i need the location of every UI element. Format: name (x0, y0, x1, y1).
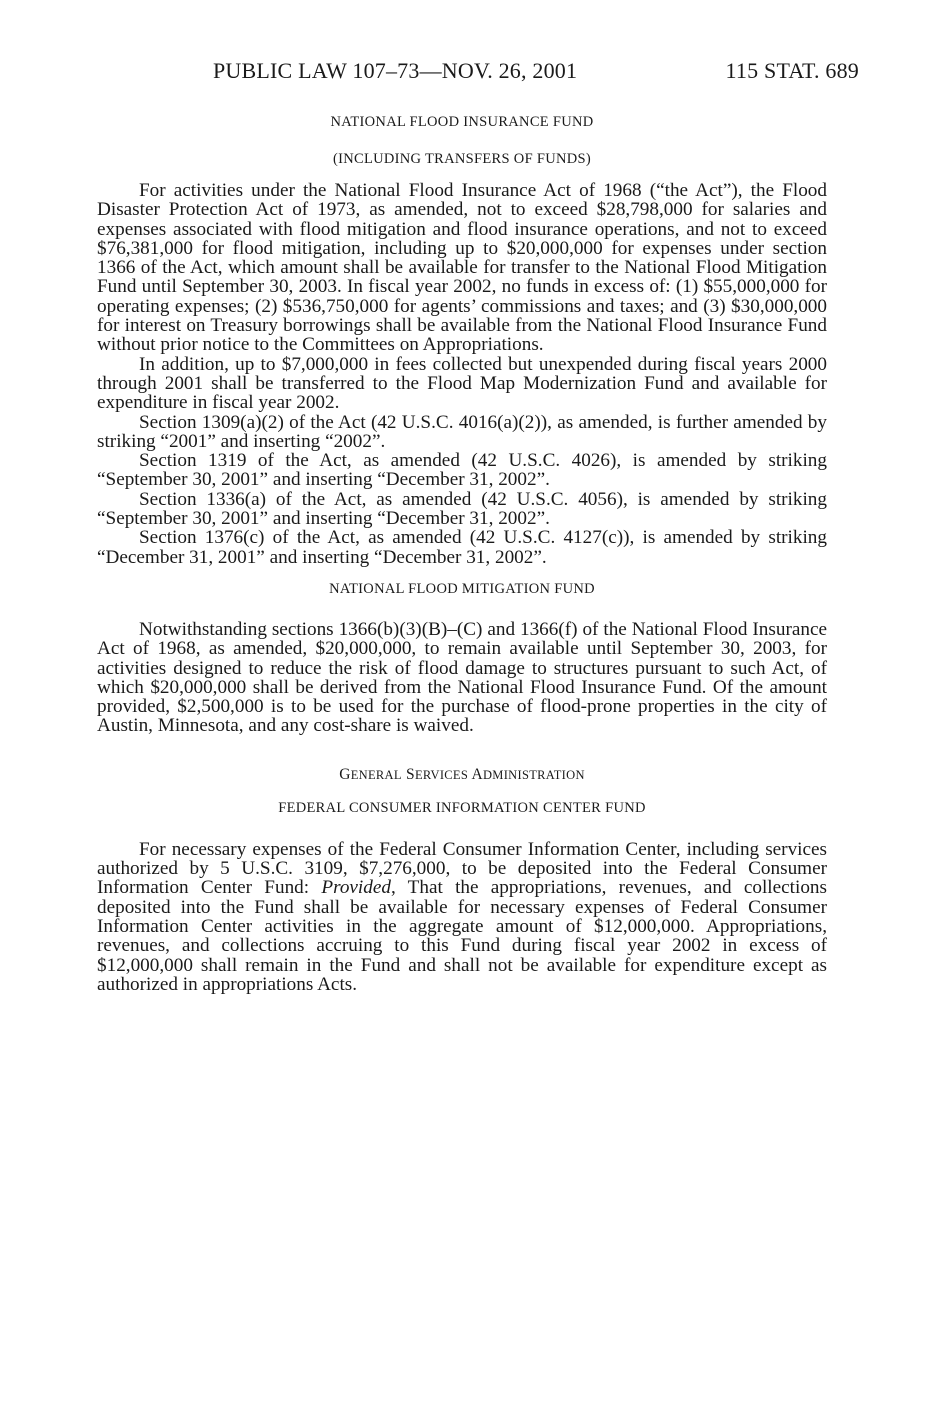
fcic-paragraph: For necessary expenses of the Federal Consumer Information Center, including services authorized by 5 U.S.C. 3109, $7,276,000, to be deposited into the Federal Consumer Information Center Fund: Provided, That the appropriations, revenues, and collections deposited into the Fund shall be available for necessary expenses of Federal Consumer Information Center activities in the aggregate amount of $12,000,000. Appropriations, revenues, and collections accruing to this Fund during fiscal year 2002 in excess of $12,000,000 shall remain in the Fund and shall not be available for expenditure except as authorized in appropriations Acts. (97, 838, 827, 995)
document-page (97, 58, 859, 995)
nfif-paragraph-section-1309: Section 1309(a)(2) of the Act (42 U.S.C. 4016(a)(2)), as amended, is further amended by striking “2001” and inserting “2002”. (97, 411, 827, 452)
nfif-paragraph-section-1319: Section 1319 of the Act, as amended (42 U.S.C. 4026), is amended by striking “September 30, 2001” and inserting “December 31, 2002”. (97, 450, 827, 491)
nfmf-paragraph: Notwithstanding sections 1366(b)(3)(B)–(C) and 1366(f) of the National Flood Insurance Act of 1968, as amended, $20,000,000, to remain available until September 30, 2003, for activities designed to reduce the risk of flood damage to structures pursuant to such Act, of which $20,000,000 shall be derived from the National Flood Insurance Fund. Of the amount provided, $2,500,000 is to be used for the purchase of flood-prone properties in the city of Austin, Minnesota, and any cost-share is waived. (97, 618, 827, 737)
nfif-paragraph-section-1376: Section 1376(c) of the Act, as amended (42 U.S.C. 4127(c)), is amended by striking “December 31, 2001” and inserting “December 31, 2002”. (97, 527, 827, 568)
nfif-paragraph-activities: For activities under the National Flood Insurance Act of 1968 (“the Act”), the Flood Disaster Protection Act of 1973, as amended, not to exceed $28,798,000 for salaries and expenses associated with flood mitigation and flood insurance operations, and not to exceed $76,381,000 for flood mitigation, including up to $20,000,000 for expenses under section 1366 of the Act, which amount shall be available for transfer to the National Flood Mitigation Fund until September 30, 2003. In fiscal year 2002, no funds in excess of: (1) $55,000,000 for operating expenses; (2) $536,750,000 for agents’ commissions and taxes; and (3) $30,000,000 for interest on Treasury borrowings shall be available from the National Flood Insurance Fund without prior notice to the Committees on Appropriations. (97, 180, 827, 356)
nfif-paragraph-section-1336: Section 1336(a) of the Act, as amended (42 U.S.C. 4056), is amended by striking “September 30, 2001” and inserting “December 31, 2002”. (97, 488, 827, 530)
heading-federal-consumer-information-center-fund: FEDERAL CONSUMER INFORMATION CENTER FUND (278, 799, 646, 816)
nfif-paragraph-fees: In addition, up to $7,000,000 in fees collected but unexpended during fiscal years 2000 through 2001 shall be transferred to the Flood Map Modernization Fund and available for expenditure in fiscal year 2002. (97, 353, 827, 414)
public-law-citation: PUBLIC LAW 107–73—NOV. 26, 2001 (213, 58, 578, 83)
running-head (97, 58, 859, 92)
statute-page-number: 115 STAT. 689 (725, 58, 859, 83)
heading-national-flood-insurance-fund: NATIONAL FLOOD INSURANCE FUND (330, 114, 594, 130)
heading-general-services-administration: GENERAL SERVICES ADMINISTRATION (339, 765, 585, 783)
subheading-including-transfers: (INCLUDING TRANSFERS OF FUNDS) (332, 151, 592, 167)
provided-proviso: Provided (321, 877, 391, 899)
heading-national-flood-mitigation-fund: NATIONAL FLOOD MITIGATION FUND (329, 580, 595, 597)
